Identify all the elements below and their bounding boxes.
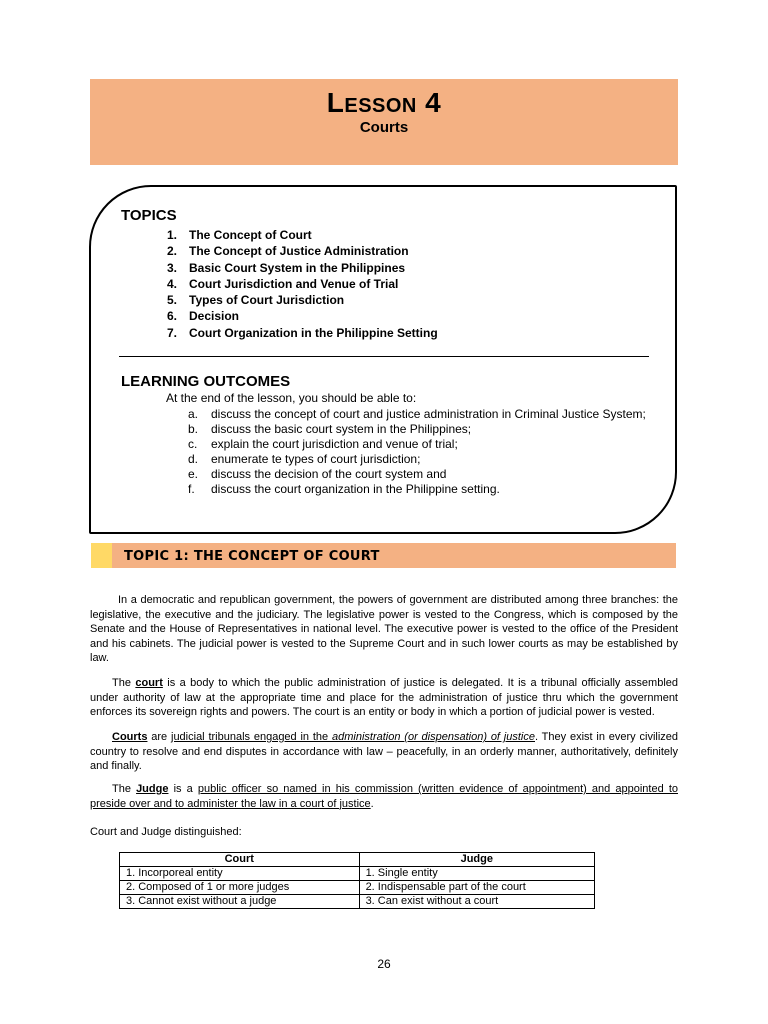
lesson-banner <box>90 79 678 165</box>
topics-outcomes-box <box>89 185 677 534</box>
lesson-subtitle: Courts <box>359 119 409 136</box>
table-row <box>120 895 595 909</box>
distinguish-label: Court and Judge distinguished: <box>90 826 242 838</box>
outcome-item: c. explain the court jurisdiction and venue of trial; <box>188 437 458 451</box>
table-cell: 2. Indispensable part of the court <box>359 881 594 895</box>
outcomes-intro: At the end of the lesson, you should be able to: <box>166 391 417 405</box>
topic1-title: TOPIC 1: THE CONCEPT OF COURT <box>124 549 380 564</box>
topic-item: 5. Types of Court Jurisdiction <box>167 293 345 308</box>
table-cell: 3. Cannot exist without a judge <box>120 895 360 909</box>
table-cell: 1. Incorporeal entity <box>120 867 360 881</box>
topics-list <box>167 227 438 341</box>
outcome-item: b. discuss the basic court system in the Philippines; <box>188 422 472 436</box>
paragraph-government-powers: In a democratic and republican government, the powers of government are distributed among three branches: the legislative, the executive and the judiciary. The legislative power is vested to the Congress, which is composed by the Senate and the House of Representatives in national level. The executive power is vested to the office of the President and his cabinets. The judicial power is vested to the Supreme Court and in such lower courts as may be established by law. <box>90 594 678 665</box>
topic-item: 2. The Concept of Justice Administration <box>167 244 409 259</box>
table-cell: 2. Composed of 1 or more judges <box>120 881 360 895</box>
table-row <box>120 881 595 895</box>
outcome-item: e. discuss the decision of the court system and <box>188 467 447 481</box>
table-cell: 1. Single entity <box>359 867 594 881</box>
topic-item: 4. Court Jurisdiction and Venue of Trial <box>167 276 399 291</box>
topic-item: 3. Basic Court System in the Philippines <box>167 260 406 275</box>
outcome-item: f. discuss the court organization in the Philippine setting. <box>188 482 500 496</box>
table-header: Court <box>120 853 360 867</box>
section-divider <box>119 356 649 357</box>
paragraph-judge-definition: The Judge is a public officer so named in his commission (written evidence of appointment) and appointed to preside over and to administer the law in a court of justice. <box>90 783 678 810</box>
outcome-item: a. discuss the concept of court and justice administration in Criminal Justice System; <box>188 407 646 421</box>
table-header: Judge <box>359 853 594 867</box>
term-judge: Judge <box>136 783 169 795</box>
table-cell: 3. Can exist without a court <box>359 895 594 909</box>
topic-item: 1. The Concept of Court <box>167 228 312 242</box>
topic-item: 6. Decision <box>167 309 240 324</box>
topic-item: 7. Court Organization in the Philippine Setting <box>167 325 438 340</box>
paragraph-court-definition: The court is a body to which the public administration of justice is delegated. It is a tribunal officially assembled under authority of law at the appropriate time and place for the administration of justice thru which the government enforces its sovereign rights and powers. The court is an entity or body in which a portion of judicial power is vested. <box>90 677 679 719</box>
table-row <box>120 867 595 881</box>
topics-heading: TOPICS <box>121 207 177 224</box>
outcomes-list <box>188 407 648 497</box>
paragraph-courts-definition: Courts are judicial tribunals engaged in the administration (or dispensation) of justice. They exist in every civilized country to resolve and end disputes in accordance with law – peacefully, in an orderly manner, authoritatively, definitely and finally. <box>90 731 679 773</box>
term-courts: Courts <box>112 731 148 743</box>
term-court: court <box>135 677 163 689</box>
outcomes-heading: LEARNING OUTCOMES <box>121 373 291 390</box>
court-judge-table <box>119 852 595 909</box>
table-header-row <box>120 853 595 867</box>
lesson-title: Lesson 4 <box>326 87 442 118</box>
topic1-header-bar <box>91 543 676 568</box>
page-number: 26 <box>377 957 391 971</box>
outcome-item: d. enumerate te types of court jurisdiction; <box>188 452 421 466</box>
topic1-marker <box>91 543 112 568</box>
